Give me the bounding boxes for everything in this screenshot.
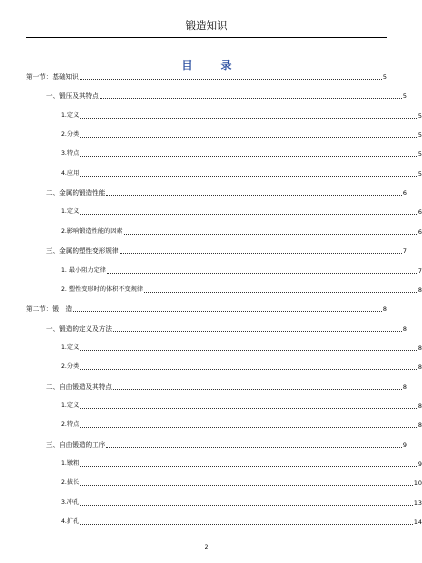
toc-entry[interactable] <box>26 495 422 507</box>
toc-entry-page: 7 <box>417 266 422 275</box>
toc-entry[interactable] <box>26 185 407 197</box>
toc-leader-dots <box>80 350 417 351</box>
toc-entry[interactable] <box>26 243 407 255</box>
toc-entry[interactable] <box>26 282 422 294</box>
toc-entry-label: 第一节：基础知识 <box>26 73 79 81</box>
toc-entry-page: 5 <box>402 92 407 101</box>
toc-leader-dots <box>113 331 402 332</box>
toc-entry-label: 一、锻造的定义及方法 <box>46 324 112 333</box>
toc-leader-dots <box>80 79 382 80</box>
toc-title-right: 录 <box>220 59 232 72</box>
toc-entry-label: 2. 塑性变形时的体积不变规律 <box>61 285 144 293</box>
toc-entry[interactable] <box>26 456 422 468</box>
toc-entry[interactable] <box>26 514 422 526</box>
toc-entry-page: 8 <box>402 382 407 391</box>
toc-entry[interactable] <box>26 127 422 139</box>
toc-entry-label: 2.拔长 <box>61 479 80 487</box>
toc-entry-page: 8 <box>417 285 422 294</box>
toc-entry-label: 2.分类 <box>61 131 80 139</box>
toc-leader-dots <box>80 485 413 486</box>
toc-entry[interactable] <box>26 166 422 178</box>
toc-entry-label: 3.冲孔 <box>61 498 80 506</box>
toc-entry-label: 二、金属的锻造性能 <box>46 189 106 198</box>
toc-entry-page: 7 <box>402 247 407 256</box>
toc-entry-page: 5 <box>417 169 422 178</box>
toc-entry-page: 9 <box>417 460 422 468</box>
toc-leader-dots <box>106 195 402 196</box>
toc-entry[interactable] <box>26 359 422 371</box>
toc-leader-dots <box>106 447 402 448</box>
toc-entry-label: 3.特点 <box>61 150 80 158</box>
toc-leader-dots <box>100 98 402 99</box>
toc-entry-page: 5 <box>417 111 422 120</box>
toc-entry-page: 5 <box>417 150 422 159</box>
toc-entry-label: 一、锻压及其特点 <box>46 92 99 101</box>
toc-entry-page: 6 <box>402 189 407 198</box>
page-header-title: 锻造知识 <box>185 20 228 32</box>
toc-entry[interactable] <box>26 437 407 449</box>
toc-entry-page: 8 <box>417 401 422 410</box>
toc-leader-dots <box>113 389 402 390</box>
toc-entry-page: 14 <box>413 518 422 527</box>
page-number: 2 <box>204 544 209 551</box>
toc-leader-dots <box>80 137 417 138</box>
toc-entry-page: 5 <box>382 73 387 81</box>
toc-title-left: 目 <box>181 59 193 72</box>
toc-entry-label: 1.定义 <box>61 343 80 351</box>
toc-entry[interactable] <box>26 475 422 487</box>
toc-entry-label: 1.定义 <box>61 208 80 216</box>
toc-entry[interactable] <box>26 340 422 352</box>
toc-entry-label: 1.定义 <box>61 401 80 409</box>
toc-entry-label: 4.应用 <box>61 169 80 177</box>
toc-leader-dots <box>80 505 413 506</box>
toc-leader-dots <box>124 234 417 235</box>
toc-leader-dots <box>73 311 382 312</box>
toc-entry-page: 10 <box>413 479 422 488</box>
toc-entry-page: 9 <box>402 440 407 449</box>
toc-entry-label: 2.影响锻造性能的因素 <box>61 227 123 235</box>
toc-entry-page: 6 <box>417 227 422 236</box>
toc-entry-label: 1.定义 <box>61 111 80 119</box>
toc-entry-label: 1.镦粗 <box>61 460 80 467</box>
toc-entry-label: 2.特点 <box>61 421 80 429</box>
toc-leader-dots <box>80 369 417 370</box>
toc-entry-page: 5 <box>417 131 422 140</box>
toc-entry-page: 8 <box>417 421 422 430</box>
toc-entry-label: 1. 最小阻力定律 <box>61 266 106 274</box>
toc-entry-label: 2.分类 <box>61 363 80 371</box>
toc-entry-page: 13 <box>413 498 422 507</box>
toc-entry-label: 第二节：锻 造 <box>26 305 73 314</box>
toc-entry[interactable] <box>26 398 422 410</box>
toc-entry[interactable] <box>26 417 422 429</box>
toc-entry[interactable] <box>26 301 387 313</box>
toc-entry-page: 8 <box>417 343 422 352</box>
toc-entry[interactable] <box>26 263 422 275</box>
toc-entry[interactable] <box>26 379 407 391</box>
toc-leader-dots <box>80 427 417 428</box>
toc-entry[interactable] <box>26 146 422 158</box>
toc-leader-dots <box>120 253 402 254</box>
toc-leader-dots <box>80 118 417 119</box>
toc-leader-dots <box>80 214 417 215</box>
toc-entry[interactable] <box>26 69 387 81</box>
toc-leader-dots <box>107 273 417 274</box>
toc-entry[interactable] <box>26 204 422 216</box>
toc-leader-dots <box>80 524 413 525</box>
toc-entry[interactable] <box>26 108 422 120</box>
toc-entry-page: 8 <box>382 305 387 314</box>
toc-entry-label: 三、自由锻造的工序 <box>46 440 106 449</box>
toc-entry-page: 8 <box>417 363 422 372</box>
toc-entry-label: 4.扩孔 <box>61 518 80 526</box>
header-rule <box>26 37 387 38</box>
toc-leader-dots <box>80 466 417 467</box>
toc-entry-label: 二、自由锻造及其特点 <box>46 382 112 391</box>
toc-entry-page: 6 <box>417 208 422 217</box>
toc-leader-dots <box>80 408 417 409</box>
toc-leader-dots <box>80 176 417 177</box>
toc-entry[interactable] <box>26 88 407 100</box>
toc-entry[interactable] <box>26 224 422 236</box>
toc-entry-label: 三、金属的塑性变形规律 <box>46 247 119 256</box>
toc-entry-page: 8 <box>402 324 407 333</box>
toc-leader-dots <box>80 156 417 157</box>
toc-leader-dots <box>144 292 417 293</box>
toc-entry[interactable] <box>26 321 407 333</box>
